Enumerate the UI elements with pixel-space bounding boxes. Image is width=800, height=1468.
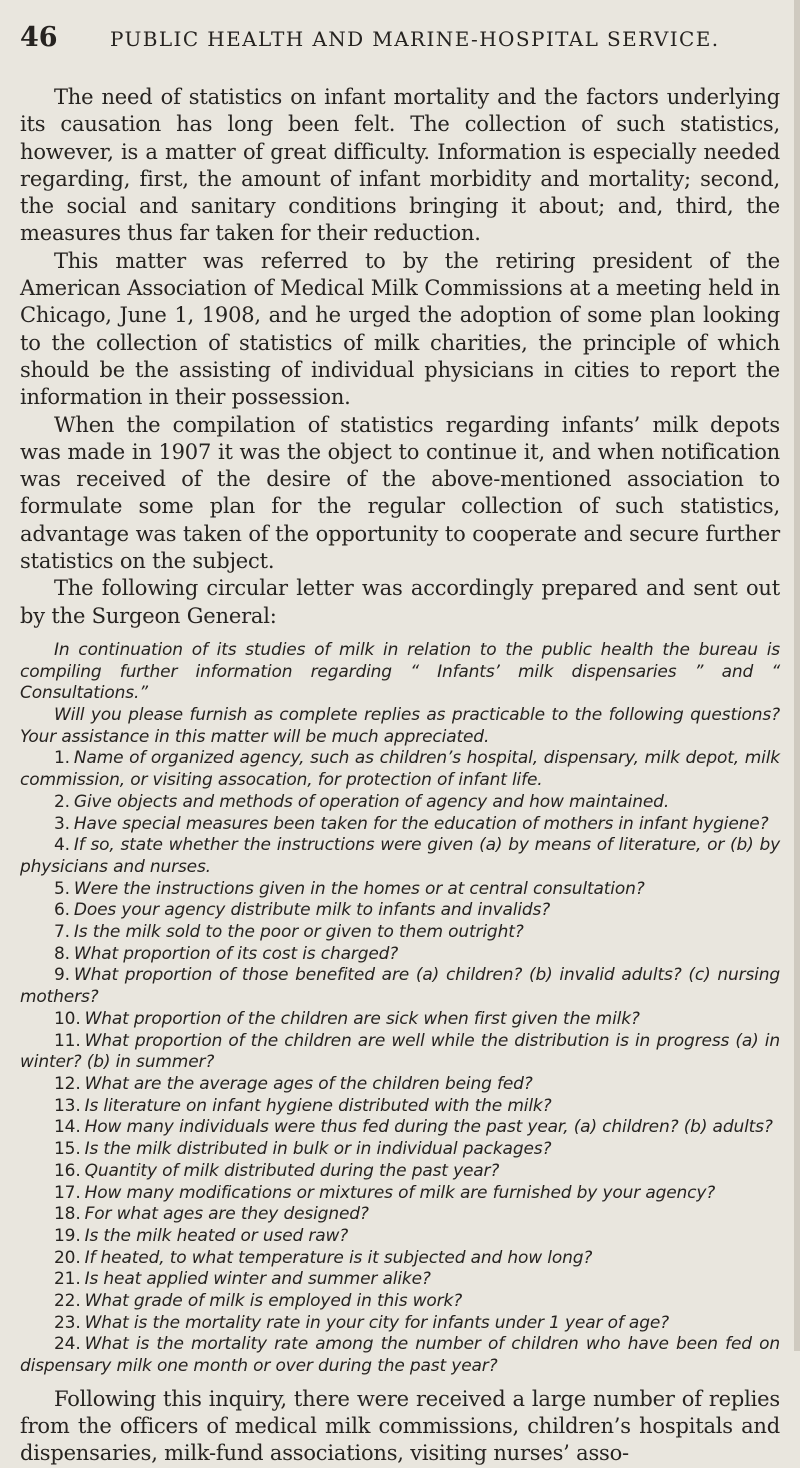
question-item — [20, 1031, 780, 1074]
question-number: 7. — [54, 922, 70, 943]
running-head — [20, 22, 780, 62]
question-text: How many individuals were thus fed during the past year, (a) children? (b) adults? — [84, 1117, 773, 1138]
question-list — [20, 748, 780, 1377]
page-edge-shadow — [794, 0, 800, 1351]
question-text: Quantity of milk distributed during the past year? — [84, 1160, 500, 1181]
question-item — [20, 1334, 780, 1377]
question-number: 9. — [54, 965, 70, 986]
question-text: What proportion of the children are sick when first given the milk? — [84, 1008, 640, 1029]
circular-letter — [20, 640, 780, 1378]
question-item — [20, 835, 780, 878]
question-item — [20, 814, 780, 836]
question-text: What grade of milk is employed in this work? — [84, 1291, 463, 1312]
question-item — [20, 1226, 780, 1248]
question-item — [20, 1096, 780, 1118]
question-number: 17. — [54, 1182, 81, 1203]
question-text: Does your agency distribute milk to infants and invalids? — [73, 900, 551, 921]
body-paragraph: When the compilation of statistics regarding infants’ milk depots was made in 1907 it was the object to continue it, and when notification was received of the desire of the above-mentioned association to formulate some plan for the regular collection of such statistics, advantage was taken of the opportunity to cooperate and secure further statistics on the subject. — [20, 412, 780, 574]
question-text: What proportion of those benefited are (a) children? (b) invalid adults? (c) nursing mothers? — [20, 965, 780, 1008]
question-item — [20, 1248, 780, 1270]
question-text: How many modifications or mixtures of milk are furnished by your agency? — [84, 1182, 716, 1203]
question-item — [20, 965, 780, 1008]
question-number: 10. — [54, 1008, 81, 1029]
question-item — [20, 1204, 780, 1226]
question-item — [20, 1291, 780, 1313]
question-item — [20, 1161, 780, 1183]
circular-paragraph: In continuation of its studies of milk in relation to the public health the bureau is compiling further information regarding “ Infants’ milk dispensaries ” and “ Consultations.” — [20, 639, 780, 704]
body-text-before — [20, 84, 780, 630]
question-number: 19. — [54, 1225, 81, 1246]
question-item — [20, 1074, 780, 1096]
question-number: 2. — [54, 791, 70, 812]
question-item — [20, 1117, 780, 1139]
question-number: 23. — [54, 1312, 81, 1333]
question-text: For what ages are they designed? — [84, 1204, 369, 1225]
question-number: 12. — [54, 1074, 81, 1094]
question-item — [20, 944, 780, 966]
question-text: Give objects and methods of operation of agency and how maintained. — [73, 791, 670, 812]
question-item — [20, 922, 780, 944]
question-number: 24. — [54, 1334, 81, 1355]
question-text: What proportion of its cost is charged? — [73, 943, 399, 964]
question-item — [20, 1313, 780, 1335]
question-number: 3. — [54, 813, 70, 834]
question-item — [20, 900, 780, 922]
question-text: Were the instructions given in the homes or at central consultation? — [73, 878, 645, 899]
question-number: 6. — [54, 900, 70, 921]
question-item — [20, 1139, 780, 1161]
question-number: 21. — [54, 1269, 81, 1290]
question-number: 18. — [54, 1204, 81, 1225]
body-text-after — [20, 1386, 780, 1468]
question-text: Have special measures been taken for the education of mothers in infant hygiene? — [73, 813, 769, 834]
question-text: What are the average ages of the children being fed? — [84, 1074, 533, 1094]
circular-paragraph: Will you please furnish as complete replies as practicable to the following questions? Your assistance in this matter will be much appreciated. — [20, 705, 780, 747]
question-number: 22. — [54, 1291, 81, 1312]
running-head-title: PUBLIC HEALTH AND MARINE-HOSPITAL SERVICE. — [110, 27, 720, 51]
question-number: 14. — [54, 1117, 81, 1138]
question-text: Is literature on infant hygiene distributed with the milk? — [84, 1095, 552, 1116]
question-number: 1. — [54, 748, 70, 769]
body-paragraph: This matter was referred to by the retiring president of the American Association of Medical Milk Commissions at a meeting held in Chicago, June 1, 1908, and he urged the adoption of some plan looking to the collection of statistics of milk charities, the principle of which should be the assisting of individual physicians in cities to report the information in their possession. — [20, 248, 780, 410]
page-number: 46 — [20, 22, 58, 53]
question-number: 13. — [54, 1095, 81, 1116]
question-number: 5. — [54, 878, 70, 899]
question-number: 8. — [54, 943, 70, 964]
question-text: What is the mortality rate in your city for infants under 1 year of age? — [84, 1312, 670, 1333]
body-paragraph: Following this inquiry, there were received a large number of replies from the officers of medical milk commissions, children’s hospitals and dispensaries, milk-fund associations, visiting nurses’ asso- — [20, 1386, 780, 1466]
question-item — [20, 748, 780, 791]
question-number: 15. — [54, 1139, 81, 1160]
question-text: Is the milk heated or used raw? — [84, 1225, 349, 1246]
question-number: 4. — [54, 835, 70, 856]
question-number: 20. — [54, 1247, 81, 1268]
question-text: What proportion of the children are well while the distribution is in progress (a) in winter? (b) in summer? — [20, 1030, 780, 1073]
question-item — [20, 792, 780, 814]
question-item — [20, 1183, 780, 1205]
question-number: 16. — [54, 1160, 81, 1181]
question-text: Is the milk distributed in bulk or in individual packages? — [84, 1139, 552, 1160]
question-item — [20, 879, 780, 901]
question-text: Is heat applied winter and summer alike? — [84, 1269, 431, 1290]
question-item — [20, 1269, 780, 1291]
question-text: If heated, to what temperature is it subjected and how long? — [84, 1247, 593, 1268]
body-paragraph: The need of statistics on infant mortality and the factors underlying its causation has long been felt. The collection of such statistics, however, is a matter of great difficulty. Information is especially needed regarding, first, the amount of infant morbidity and mortality; second, the social and sanitary conditions bringing it about; and, third, the measures thus far taken for their reduction. — [20, 85, 780, 246]
question-text: Name of organized agency, such as children’s hospital, dispensary, milk depot, milk commission, or visiting assocation, for protection of infant life. — [20, 748, 780, 791]
question-text: If so, state whether the instructions were given (a) by means of literature, or (b) by physicians and nurses. — [20, 835, 780, 877]
question-text: Is the milk sold to the poor or given to them outright? — [73, 922, 524, 943]
body-paragraph: The following circular letter was accordingly prepared and sent out by the Surgeon General: — [20, 576, 780, 628]
question-item — [20, 1009, 780, 1031]
question-number: 11. — [54, 1030, 81, 1051]
question-text: What is the mortality rate among the number of children who have been fed on dispensary milk one month or over during the past year? — [20, 1334, 780, 1377]
